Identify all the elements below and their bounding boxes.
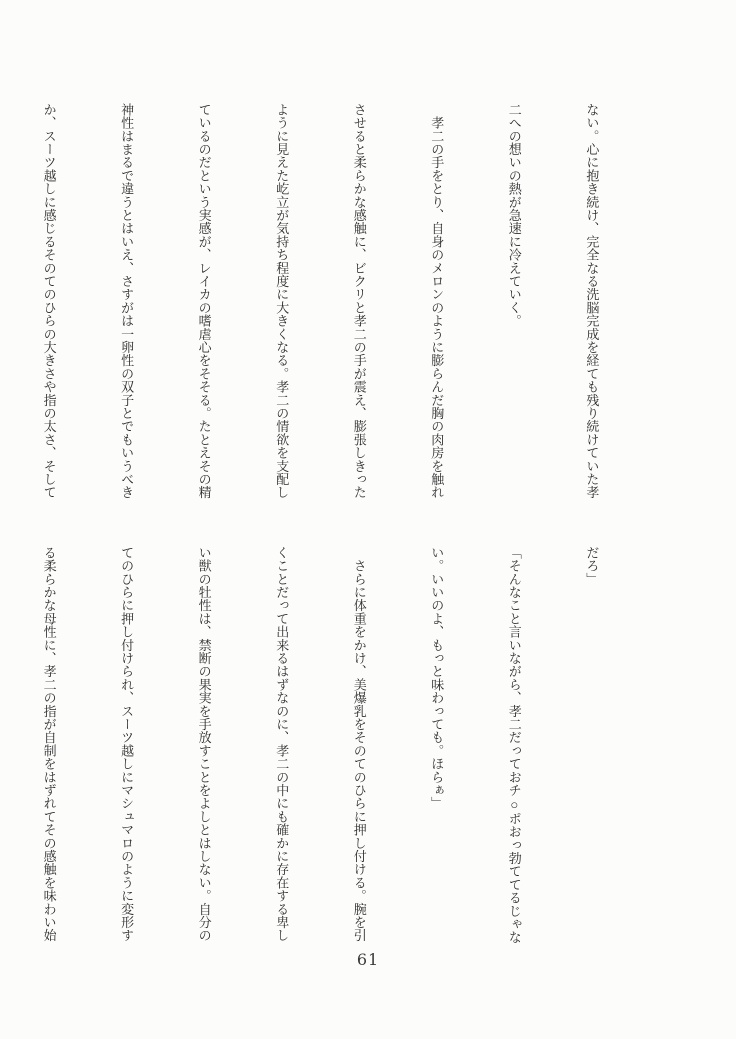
text-line: 孝二の手をとり、自身のメロンのように膨らんだ胸の肉房を触れ [429,103,445,499]
text-line: ているのだという実感が、レイカの嗜虐心をそそる。たとえその精 [196,103,212,499]
text-line: 「そんなこと言いながら、孝二だっておチ○ポおっ勃ててるじゃな [506,546,522,944]
text-line: だろ」 [584,546,600,586]
lower-text-block [0,546,656,944]
text-line: か、スーツ越しに感じるそのてのひらの大きさや指の太さ、そして [41,103,57,499]
upper-text-block [0,103,656,497]
text-line: 二への想いの熱が急速に冷えていく。 [506,103,522,328]
text-line: ない。心に抱き続け、完全なる洗脳完成を経ても残り続けていた孝 [584,103,600,499]
page-number: 61 [356,950,380,969]
text-line: くことだって出来るはずなのに、孝二の中にも確かに存在する卑し [274,546,290,942]
text-line: 神性はまるで違うとはいえ、さすがは一卵性の双子とでもいうべき [119,103,135,499]
text-line: ように見えた屹立が気持ち程度に大きくなる。孝二の情欲を支配し [274,103,290,499]
text-line: い獣の牡性は、禁断の果実を手放すことをよしとはしない。自分の [196,546,212,942]
text-line: てのひらに押し付けられ、スーツ越しにマシュマロのように変形す [119,546,135,942]
text-line: さらに体重をかけ、美爆乳をそのてのひらに押し付ける。腕を引 [351,546,367,942]
text-line: させると柔らかな感触に、ビクリと孝二の手が震え、膨張しきった [351,103,367,499]
text-line: い。いいのよ、もっと味わっても。ほらぁ」 [429,546,445,810]
text-line: る柔らかな母性に、孝二の指が自制をはずれてその感触を味わい始 [41,546,57,942]
